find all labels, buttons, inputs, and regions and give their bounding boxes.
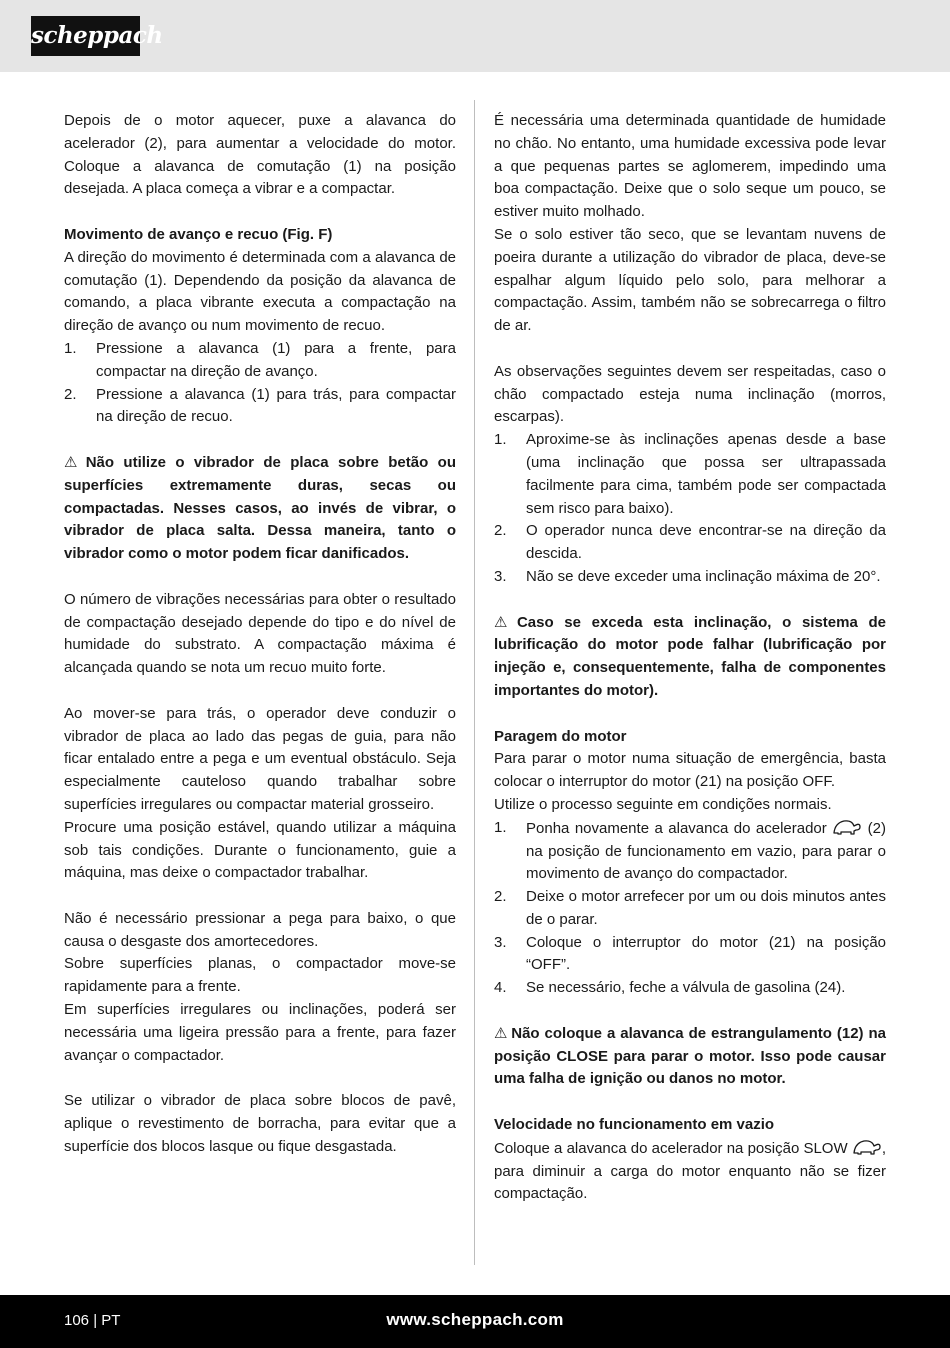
list-text: O operador nunca deve encontrar-se na direção da descida. <box>526 522 886 563</box>
list-number: 3. <box>494 933 507 951</box>
website-url: www.scheppach.com <box>386 1310 564 1329</box>
left-column <box>64 110 456 1159</box>
paragraph: Se utilizar o vibrador de placa sobre blocos de pavê, aplique o revestimento de borracha, para evitar que a superfície dos blocos lasque ou fique desgastada. <box>64 1092 456 1155</box>
paragraph: Sobre superfícies planas, o compactador move-se rapidamente para a frente. <box>64 955 456 996</box>
list-text: Ponha novamente a alavanca do acelerador <box>526 819 827 837</box>
list-text: Pressione a alavanca (1) para trás, para compactar na direção de recuo. <box>96 385 456 426</box>
paragraph: As observações seguintes devem ser respeitadas, caso o chão compactado esteja numa inclinação (morros, escarpas). <box>494 362 886 426</box>
paragraph: Não é necessário pressionar a pega para baixo, o que causa o desgaste dos amortecedores. <box>64 909 456 950</box>
list-number: 2. <box>64 385 77 403</box>
paragraph: Em superfícies irregulares ou inclinações, poderá ser necessária uma ligeira pressão para a frente, para fazer avançar o compactador. <box>64 1001 456 1064</box>
warning-paragraph <box>494 1023 886 1091</box>
list-text: Não se deve exceder uma inclinação máxima de 20°. <box>526 567 881 585</box>
list-text: Aproxime-se às inclinações apenas desde a base (uma inclinação que possa ser ultrapassada facilmente para cima, também pode ser compactada sem risco para baixo). <box>526 431 886 517</box>
paragraph: Ao mover-se para trás, o operador deve conduzir o vibrador de placa ao lado das pegas de guia, para não ficar entalado entre a pega e um eventual obstáculo. Seja especialmente cauteloso quando trabalhar sobre superfícies irregulares ou compactar material grosseiro. <box>64 704 456 813</box>
turtle-slow-icon <box>832 817 862 837</box>
list-item <box>494 429 886 520</box>
list-number: 4. <box>494 979 507 997</box>
paragraph: A direção do movimento é determinada com a alavanca de comutação (1). Dependendo da posição da alavanca de comando, a placa vibrante executa a compactação na direção de avanço ou num movimento de recuo. <box>64 248 456 335</box>
list-number: 2. <box>494 888 507 906</box>
paragraph: Depois de o motor aquecer, puxe a alavanca do acelerador (2), para aumentar a velocidade do motor. Coloque a alavanca de comutação (1) na posição desejada. A placa começa a vibrar e a compactar. <box>64 112 456 198</box>
list-item <box>494 817 886 886</box>
list-text: Coloque o interruptor do motor (21) na posição “OFF”. <box>526 933 886 974</box>
list-item <box>64 384 456 430</box>
list-item <box>494 886 886 932</box>
list-number: 1. <box>494 431 507 449</box>
paragraph: Para parar o motor numa situação de emergência, basta colocar o interruptor do motor (21) na posição OFF. <box>494 750 886 791</box>
warning-triangle-icon: ⚠ <box>64 453 83 471</box>
list-number: 2. <box>494 522 507 540</box>
warning-triangle-icon: ⚠ <box>494 613 514 631</box>
warning-text: Não utilize o vibrador de placa sobre betão ou superfícies extremamente duras, secas ou compactadas. Nesses casos, ao invés de vibrar, o vibrador de placa salta. Dessa maneira, tanto o vibrador como o motor podem ficar danificados. <box>64 453 456 563</box>
section-heading: Movimento de avanço e recuo (Fig. F) <box>64 225 333 243</box>
paragraph: Procure uma posição estável, quando utilizar a máquina sob tais condições. Durante o funcionamento, guie a máquina, mas deixe o compactador trabalhar. <box>64 818 456 882</box>
list-text: Deixe o motor arrefecer por um ou dois minutos antes de o parar. <box>526 888 886 928</box>
list-number: 1. <box>494 818 507 836</box>
warning-paragraph <box>494 612 886 703</box>
paragraph-text: Coloque a alavanca do acelerador na posição SLOW <box>494 1139 848 1157</box>
paragraph: O número de vibrações necessárias para obter o resultado de compactação desejado depende do tipo e do nível de humidade do substrato. A compactação máxima é alcançada quando se nota um recuo muito forte. <box>64 590 456 677</box>
list-number: 3. <box>494 567 507 585</box>
scheppach-logo: scheppach <box>31 16 140 56</box>
page-footer <box>0 1295 950 1348</box>
column-divider <box>474 100 475 1265</box>
list-text: (2) na posição de funcionamento em vazio, para parar o movimento de avanço do compactador. <box>526 819 887 883</box>
right-column <box>494 110 886 1206</box>
list-item <box>494 932 886 978</box>
list-item <box>494 977 886 1000</box>
page-number: 106 | PT <box>64 1312 121 1329</box>
list-item <box>494 520 886 566</box>
paragraph: Se o solo estiver tão seco, que se levantam nuvens de poeira durante a utilização do vibrador de placa, deve-se espalhar algum líquido pelo solo, para melhorar a compactação. Assim, também não se sobrecarrega o filtro de ar. <box>494 225 886 335</box>
paragraph: Utilize o processo seguinte em condições normais. <box>494 795 832 813</box>
list-text: Se necessário, feche a válvula de gasolina (24). <box>526 979 846 997</box>
list-item <box>494 566 886 589</box>
list-text: Pressione a alavanca (1) para a frente, para compactar na direção de avanço. <box>96 339 456 380</box>
list-number: 1. <box>64 339 77 357</box>
paragraph <box>494 1137 886 1206</box>
warning-triangle-icon: ⚠ <box>494 1024 509 1042</box>
warning-text: Caso se exceda esta inclinação, o sistema de lubrificação do motor pode falhar (lubrificação por injeção e, consequentemente, falha de componentes importantes do motor). <box>494 613 886 699</box>
page-header <box>0 0 950 72</box>
section-heading: Velocidade no funcionamento em vazio <box>494 1116 775 1134</box>
warning-text: Não coloque a alavanca de estrangulamento (12) na posição CLOSE para parar o motor. Isso pode causar uma falha de ignição ou danos no motor. <box>494 1024 886 1088</box>
warning-paragraph <box>64 452 456 566</box>
paragraph: É necessária uma determinada quantidade de humidade no chão. No entanto, uma humidade excessiva pode levar a que pequenas partes se aglomerem, impedindo uma boa compactação. Deixe que o solo seque um pouco, se estiver muito molhado. <box>494 112 886 221</box>
section-heading: Paragem do motor <box>494 727 627 745</box>
turtle-slow-icon <box>852 1137 882 1157</box>
list-item <box>64 338 456 384</box>
paragraph-text: , para diminuir a carga do motor enquanto não se fizer compactação. <box>494 1139 886 1203</box>
